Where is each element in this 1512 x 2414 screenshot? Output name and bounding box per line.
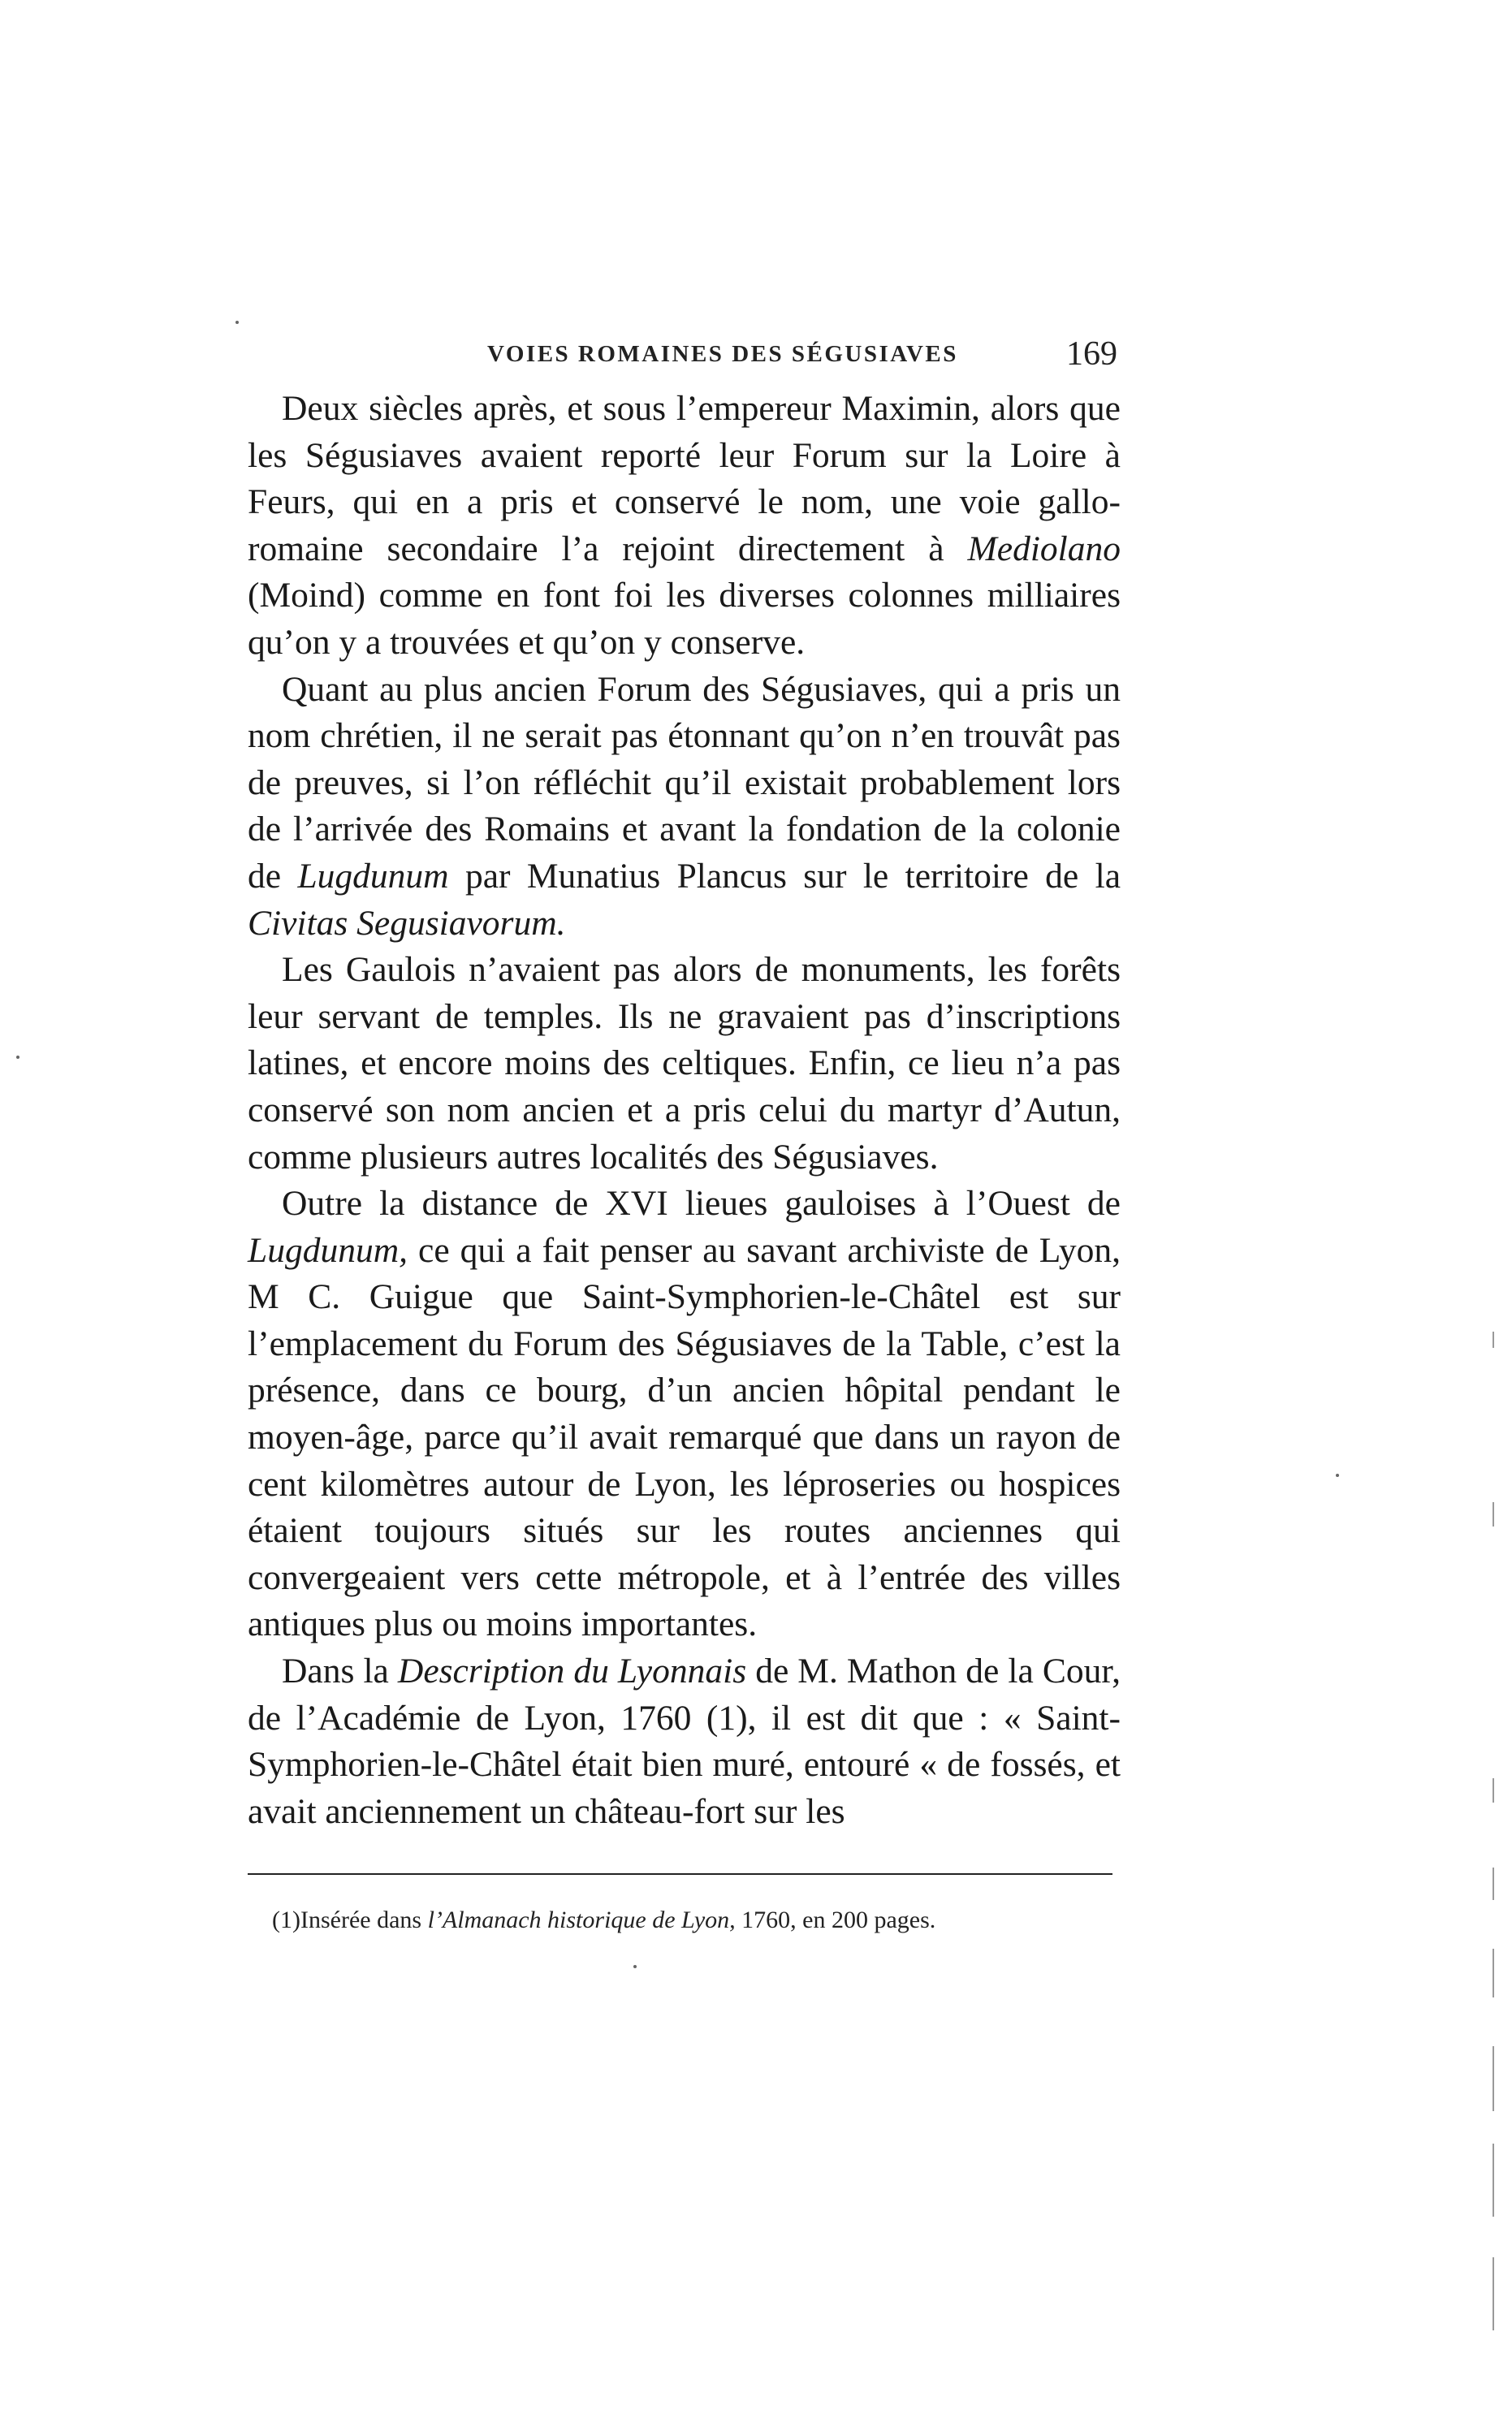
scan-edge-mark (1493, 1502, 1494, 1527)
paragraph-text: ce qui a fait penser au savant archiviste de Lyon, M C. Guigue que Saint-Symphorien-le-Châtel est sur l’emplacement du Forum des Ségusiaves de la Table, c’est la présence, dans ce bourg, d’un ancien hôpital pendant le moyen-âge, parce qu’il avait remarqué que dans un rayon de cent kilomètres autour de Lyon, les léproseries ou hospices étaient toujours situés sur les routes anciennes qui convergeaient vers cette métropole, et à l’entrée des villes antiques plus ou moins importantes. (248, 1230, 1121, 1644)
page-number: 169 (1066, 335, 1117, 373)
scan-speck (633, 1965, 637, 1968)
scan-edge-mark (1493, 1868, 1494, 1900)
italic-term: Lugdunum (297, 856, 449, 896)
paragraph-text: (Moind) comme en font foi les diverses colonnes milliaires qu’on y a trouvées et qu’on y conserve. (248, 576, 1121, 662)
scan-edge-mark (1493, 2144, 1494, 2217)
footnote-text: 1760, en 200 pages. (735, 1907, 936, 1933)
paragraph-text: Outre la distance de XVI lieues gauloises à l’Ouest de (282, 1184, 1121, 1224)
running-head (248, 331, 1121, 380)
paragraph-3 (248, 947, 1121, 1181)
paragraph-text: Quant au plus ancien Forum des Ségusiaves, qui a pris un nom chrétien, il ne serait pas étonnant qu’on n’en trouvât pas de preuves, si l’on réfléchit qu’il existait probablement lors de l’arrivée des Romains et avant la fondation de la colonie de (248, 669, 1121, 896)
paragraph-text: par Munatius Plancus sur le territoire de la (448, 856, 1121, 896)
paragraph-text: Dans la (282, 1652, 398, 1691)
scan-speck (235, 321, 239, 324)
running-title: VOIES ROMAINES DES SÉGUSIAVES (487, 341, 958, 367)
scan-edge-mark (1493, 1778, 1494, 1803)
scan-edge-mark (1493, 1332, 1494, 1348)
paragraph-text: Les Gaulois n’avaient pas alors de monuments, les forêts leur servant de temples. Ils ne gravaient pas d’inscriptions latines, et encore moins des celtiques. Enfin, ce lieu n’a pas conservé son nom ancien et a pris celui du martyr d’Autun, comme plusieurs autres localités des Ségusiaves. (248, 950, 1121, 1177)
footnote-rule (248, 1873, 1112, 1875)
scan-speck (16, 1056, 19, 1059)
scan-speck (1336, 1474, 1339, 1477)
italic-term: Lugdunum, (248, 1230, 408, 1270)
paragraph-5 (248, 1648, 1121, 1835)
body-text (248, 386, 1121, 1835)
scan-edge-mark (1493, 2046, 1494, 2111)
footnote (272, 1904, 1117, 1937)
footnote-marker: (1) (272, 1907, 300, 1933)
paragraph-text: Deux siècles après, et sous l’empereur Maximin, alors que les Ségusiaves avaient reporté leur Forum sur la Loire à Feurs, qui en a pris et conservé le nom, une voie gallo-romaine secondaire l’a rejoint directement à (248, 389, 1121, 568)
footnote-text: Insérée dans (300, 1907, 428, 1933)
paragraph-text: de M. Mathon de la Cour, de l’Académie de Lyon, 1760 (1), il est dit que : « Saint-Symphorien-le-Châtel était bien muré, entouré « de fossés, et avait anciennement un château-fort sur les (248, 1652, 1121, 1831)
italic-term: Mediolano (967, 529, 1121, 568)
paragraph-1 (248, 386, 1121, 667)
footnote-italic: l’Almanach historique de Lyon, (427, 1907, 736, 1933)
scan-edge-mark (1493, 2257, 1494, 2330)
paragraph-2 (248, 667, 1121, 948)
italic-term: Description du Lyonnais (397, 1652, 747, 1691)
paragraph-4 (248, 1181, 1121, 1648)
scan-edge-mark (1493, 1949, 1494, 1997)
italic-term: Civitas Segusiavorum. (248, 903, 566, 943)
